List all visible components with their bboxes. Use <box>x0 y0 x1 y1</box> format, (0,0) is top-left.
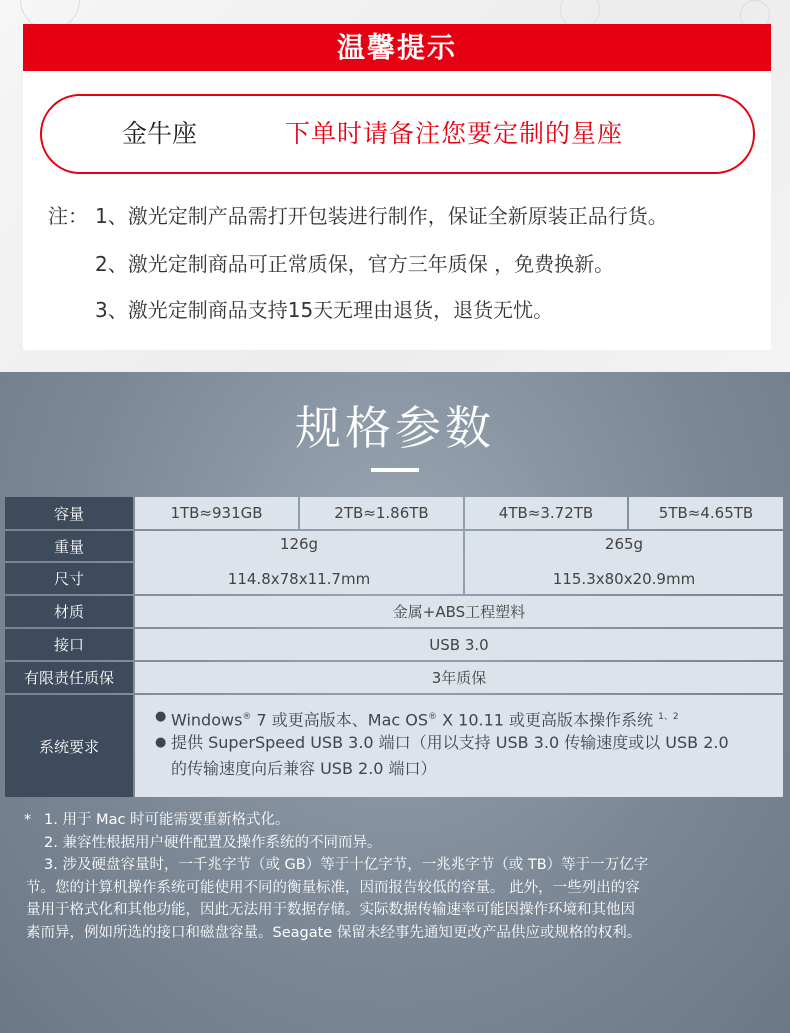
weight-value: 265g <box>465 531 783 594</box>
registered-mark: ® <box>428 712 438 722</box>
note-lead: 注： <box>48 204 88 228</box>
footnote-line: 3. 涉及硬盘容量时，一千兆字节（或 GB）等于十亿字节，一兆兆字节（或 TB）等于一万亿字 <box>44 857 649 873</box>
row-label-capacity: 容量 <box>5 497 133 529</box>
requirements-value <box>135 695 783 797</box>
size-value: 114.8x78x11.7mm <box>227 569 371 588</box>
row-label-requirements: 系统要求 <box>5 695 133 797</box>
req-text: Windows <box>171 710 243 730</box>
spec-title: 规格参数 <box>295 401 495 455</box>
weight-value: 126g <box>135 531 463 594</box>
spec-section <box>0 372 790 1033</box>
interface-value: USB 3.0 <box>135 629 783 660</box>
notice-banner-title: 温馨提示 <box>23 24 771 71</box>
req-text: X 10.11 或更高版本操作系统 <box>437 710 659 730</box>
warranty-value: 3年质保 <box>135 662 783 693</box>
title-underline <box>371 468 419 472</box>
req-text: 7 或更高版本、Mac OS <box>251 710 429 730</box>
requirement-port-cont: 的传输速度向后兼容 USB 2.0 端口） <box>171 759 437 778</box>
note-item: 3、激光定制商品支持15天无理由退货，退货无忧。 <box>95 298 554 322</box>
row-label-size: 尺寸 <box>5 563 133 594</box>
footnote-line: 节。您的计算机操作系统可能使用不同的衡量标准，因而报告较低的容量。 此外，一些列出的容 <box>26 879 640 896</box>
row-label-warranty: 有限责任质保 <box>5 662 133 693</box>
footnotes <box>26 809 766 944</box>
capacity-value: 4TB≈3.72TB <box>465 497 627 529</box>
note-item: 1、激光定制产品需打开包装进行制作，保证全新原装正品行货。 <box>95 204 668 228</box>
footnote-line: 1. 用于 Mac 时可能需要重新格式化。 <box>44 812 290 828</box>
notice-card <box>23 24 771 350</box>
notice-section <box>0 0 790 372</box>
material-value: 金属+ABS工程塑料 <box>135 596 783 627</box>
footnote-line: 素而异，例如所选的接口和磁盘容量。Seagate 保留未经事先通知更改产品供应或规格的权利。 <box>26 924 642 941</box>
capacity-value: 5TB≈4.65TB <box>629 497 783 529</box>
bullet-icon: ● <box>155 735 167 750</box>
footnote-ref: 1、2 <box>658 712 679 722</box>
bullet-icon: ● <box>155 709 167 724</box>
row-label-interface: 接口 <box>5 629 133 660</box>
capacity-value: 2TB≈1.86TB <box>300 497 463 529</box>
requirement-port: 提供 SuperSpeed USB 3.0 端口（用以支持 USB 3.0 传输速度或以 USB 2.0 <box>171 733 729 752</box>
row-label-material: 材质 <box>5 596 133 627</box>
size-value: 115.3x80x20.9mm <box>552 569 696 588</box>
footnote-line: 量用于格式化和其他功能，因此无法用于数据存储。实际数据传输速率可能因操作环境和其他因 <box>26 902 635 918</box>
note-item: 2、激光定制商品可正常质保，官方三年质保 ，免费换新。 <box>95 252 615 276</box>
constellation-instruction: 下单时请备注您要定制的星座 <box>285 119 624 148</box>
capacity-value: 1TB≈931GB <box>135 497 298 529</box>
constellation-pill <box>40 94 755 174</box>
requirement-os <box>171 705 679 732</box>
asterisk-mark: * <box>24 812 32 828</box>
row-label-weight: 重量 <box>5 531 133 561</box>
registered-mark: ® <box>242 712 252 722</box>
footnote-line: 2. 兼容性根据用户硬件配置及操作系统的不同而异。 <box>44 834 382 851</box>
constellation-label: 金牛座 <box>122 119 198 148</box>
